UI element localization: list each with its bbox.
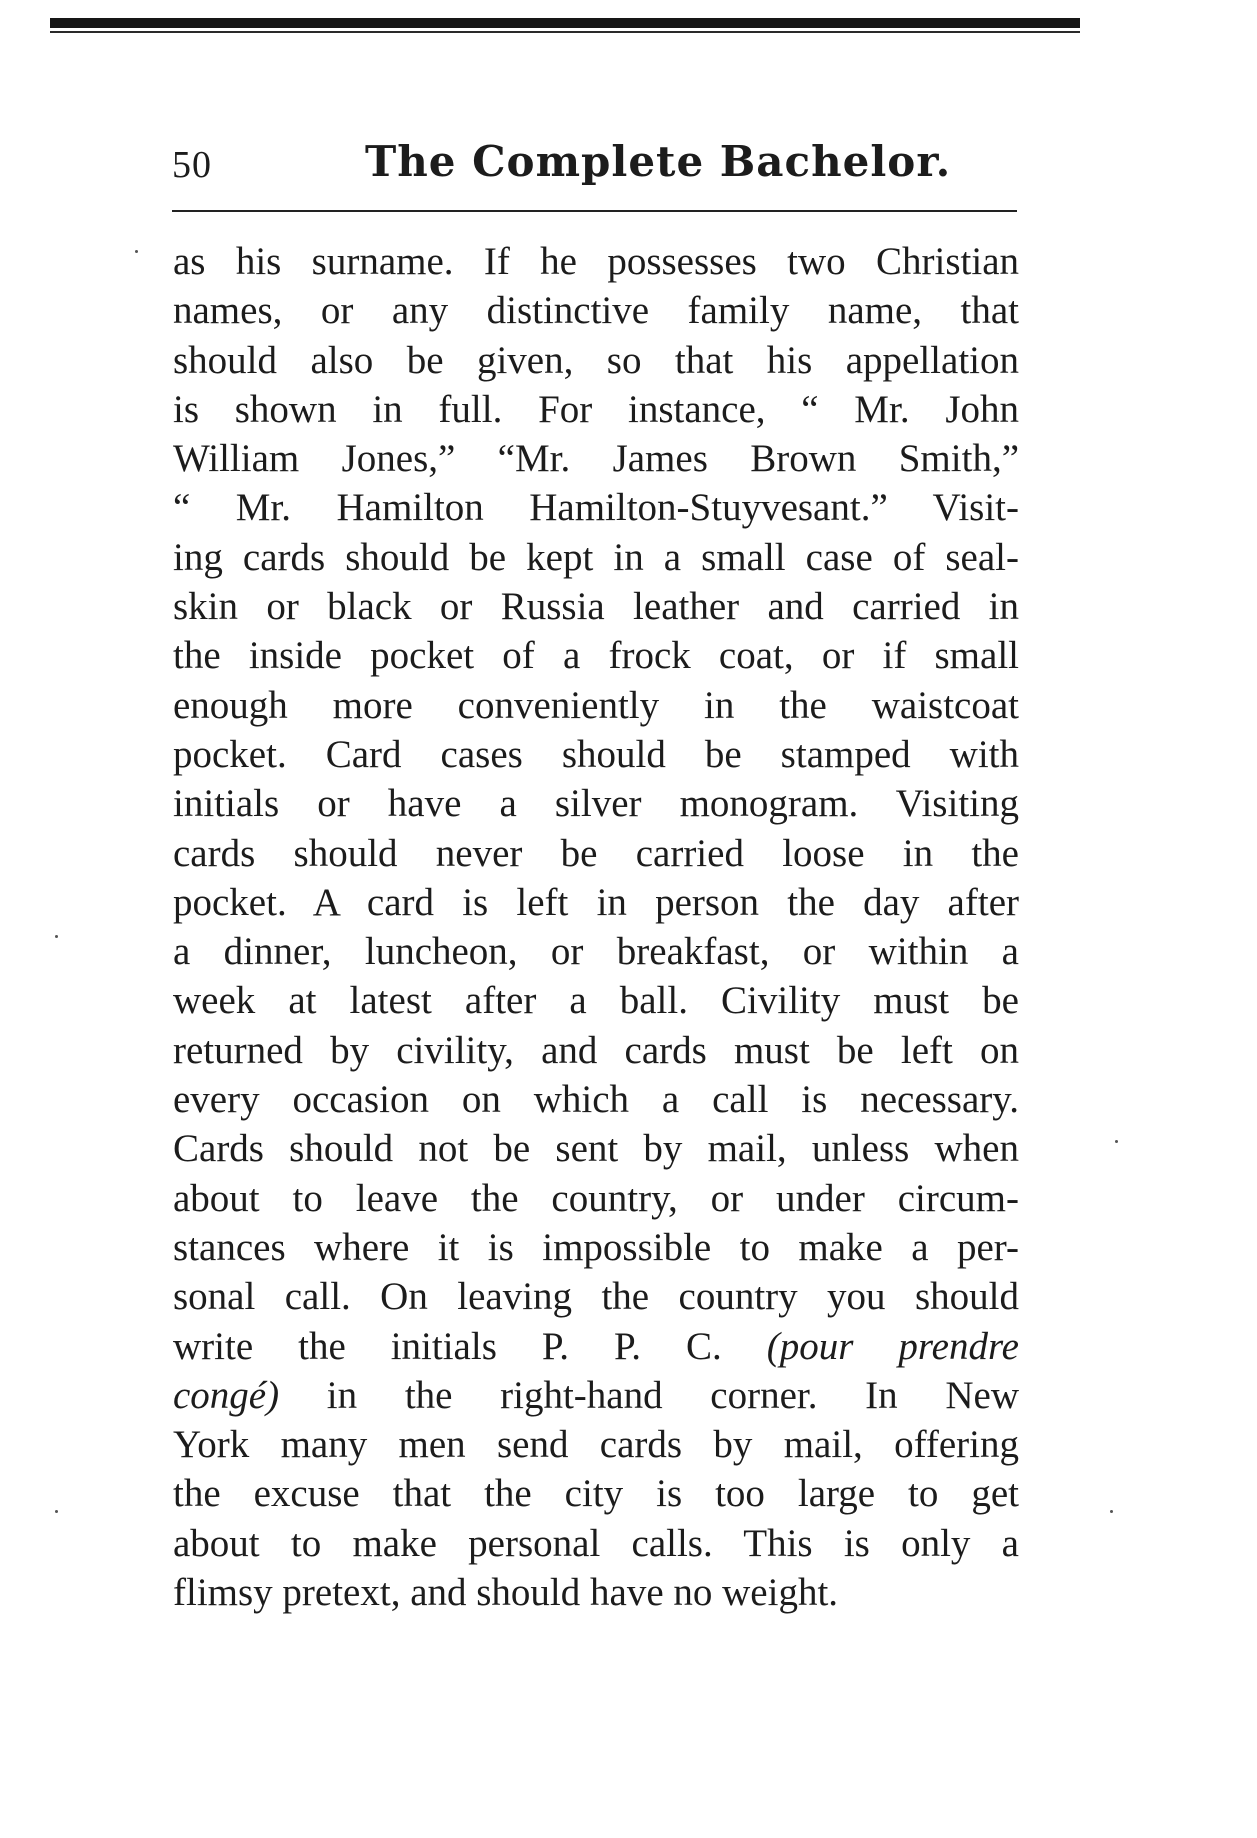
paper-speck [1115, 1140, 1118, 1143]
text-line: skin or black or Russia leather and carried in [173, 585, 1019, 629]
text-line: “ Mr. Hamilton Hamilton-Stuyvesant.” Visit- [173, 486, 1019, 530]
text-line: a dinner, luncheon, or breakfast, or within a [173, 930, 1019, 974]
text-line: names, or any distinctive family name, that [173, 289, 1019, 333]
paper-speck [55, 1510, 58, 1513]
paper-speck [135, 250, 138, 253]
text-line: cards should never be carried loose in the [173, 831, 1019, 875]
text-line: week at latest after a ball. Civility must be [173, 979, 1019, 1023]
text-line: stances where it is impossible to make a per- [173, 1225, 1019, 1269]
text-line: flimsy pretext, and should have no weight. [173, 1571, 839, 1615]
text-line: is shown in full. For instance, “ Mr. John [173, 387, 1019, 431]
top-border-rule-thin [50, 31, 1080, 33]
text-segment: in the right-hand corner. In New [326, 1373, 1019, 1417]
page-number: 50 [172, 144, 212, 186]
header-rule [172, 210, 1017, 212]
text-line: about to leave the country, or under circum- [173, 1176, 1019, 1220]
text-line: Cards should not be sent by mail, unless when [173, 1127, 1019, 1171]
text-line: as his surname. If he possesses two Christian [173, 240, 1019, 283]
text-segment: write the initials P. P. C. [173, 1324, 722, 1368]
text-line: returned by civility, and cards must be left on [173, 1028, 1019, 1072]
text-line: initials or have a silver monogram. Visiting [173, 782, 1019, 826]
text-line: pocket. A card is left in person the day after [173, 880, 1019, 924]
running-title: The Complete Bachelor. [365, 137, 952, 186]
italic-phrase: congé) [173, 1373, 280, 1417]
text-line: the excuse that the city is too large to get [173, 1472, 1019, 1516]
text-line: about to make personal calls. This is only a [173, 1521, 1019, 1565]
text-line: enough more conveniently in the waistcoat [173, 683, 1019, 727]
top-border-rule [50, 18, 1080, 28]
text-line: the inside pocket of a frock coat, or if small [173, 634, 1019, 678]
text-line: William Jones,” “Mr. James Brown Smith,” [173, 437, 1019, 481]
text-line: sonal call. On leaving the country you should [173, 1275, 1019, 1319]
text-line: every occasion on which a call is necessary. [173, 1078, 1019, 1122]
italic-phrase: (pour prendre [766, 1324, 1019, 1368]
body-text [173, 237, 1019, 1617]
text-line: ing cards should be kept in a small case of seal- [173, 535, 1019, 579]
paper-speck [1110, 1510, 1113, 1513]
text-line-with-italic [173, 1322, 1019, 1371]
text-line: should also be given, so that his appellation [173, 338, 1019, 382]
paper-speck [55, 935, 58, 938]
text-line: pocket. Card cases should be stamped with [173, 732, 1019, 776]
text-line: York many men send cards by mail, offering [173, 1423, 1019, 1467]
text-line-with-italic [173, 1371, 1019, 1420]
